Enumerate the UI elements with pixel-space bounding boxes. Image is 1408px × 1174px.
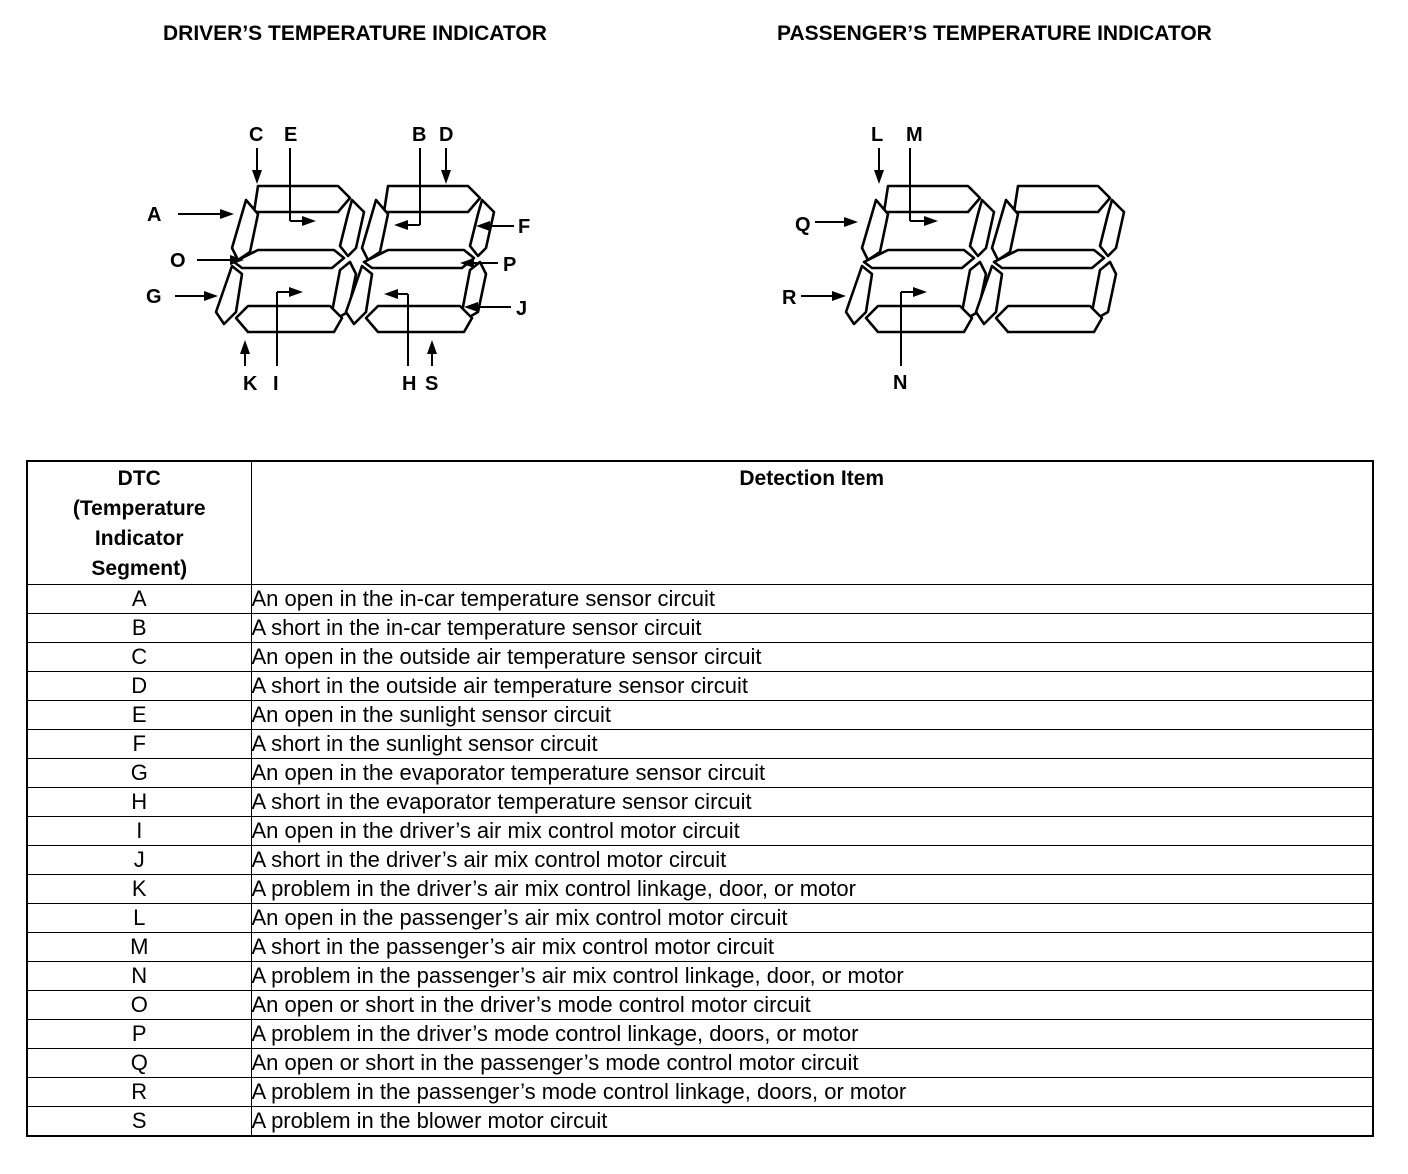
- detection-item: An open in the evaporator temperature sensor circuit: [251, 759, 1373, 788]
- label-g: G: [146, 286, 162, 308]
- detection-item: A short in the driver’s air mix control motor circuit: [251, 846, 1373, 875]
- label-i: I: [273, 373, 279, 395]
- table-header-row: [27, 461, 1373, 585]
- callout-r: [782, 287, 846, 309]
- table-row: [27, 672, 1373, 701]
- table-row: [27, 759, 1373, 788]
- table-row: [27, 875, 1373, 904]
- table-row: [27, 991, 1373, 1020]
- callout-q: [795, 214, 858, 236]
- table-row: [27, 1020, 1373, 1049]
- header-dtc-line: (Temperature: [72, 497, 206, 520]
- label-q: Q: [795, 214, 811, 236]
- table-row: [27, 1078, 1373, 1107]
- table-row: [27, 643, 1373, 672]
- detection-item: An open in the sunlight sensor circuit: [251, 701, 1373, 730]
- label-h: H: [402, 373, 417, 395]
- label-r: R: [782, 287, 797, 309]
- callout-i: [273, 287, 303, 395]
- label-k: K: [243, 373, 258, 395]
- callout-d: [439, 124, 453, 184]
- detection-item: A short in the sunlight sensor circuit: [251, 730, 1373, 759]
- dtc-code: F: [27, 730, 251, 759]
- passenger-indicator-title: PASSENGER’S TEMPERATURE INDICATOR: [777, 22, 1212, 45]
- dtc-code: M: [27, 933, 251, 962]
- dtc-code: K: [27, 875, 251, 904]
- dtc-code: A: [27, 585, 251, 614]
- table-row: [27, 701, 1373, 730]
- label-d: D: [439, 124, 454, 146]
- callout-l: [871, 124, 884, 184]
- dtc-table: [26, 460, 1374, 1137]
- table-row: [27, 904, 1373, 933]
- header-dtc-line: DTC: [117, 467, 161, 490]
- label-j: J: [516, 298, 528, 320]
- header-dtc-line: Segment): [91, 557, 188, 580]
- callout-g: [146, 286, 218, 308]
- detection-item: A short in the evaporator temperature sensor circuit: [251, 788, 1373, 817]
- label-e: E: [284, 124, 298, 146]
- detection-item: A problem in the driver’s mode control linkage, doors, or motor: [251, 1020, 1373, 1049]
- header-dtc: [27, 461, 251, 585]
- detection-item: A short in the in-car temperature sensor circuit: [251, 614, 1373, 643]
- callout-a: [147, 204, 234, 226]
- dtc-code: G: [27, 759, 251, 788]
- detection-item: A short in the passenger’s air mix control motor circuit: [251, 933, 1373, 962]
- detection-item: An open or short in the passenger’s mode control motor circuit: [251, 1049, 1373, 1078]
- table-row: [27, 1107, 1373, 1137]
- table-row: [27, 1049, 1373, 1078]
- dtc-code: L: [27, 904, 251, 933]
- dtc-code: B: [27, 614, 251, 643]
- dtc-code: N: [27, 962, 251, 991]
- detection-item: A short in the outside air temperature sensor circuit: [251, 672, 1373, 701]
- dtc-code: I: [27, 817, 251, 846]
- label-s: S: [425, 373, 439, 395]
- detection-item: An open in the passenger’s air mix control motor circuit: [251, 904, 1373, 933]
- table-row: [27, 846, 1373, 875]
- dtc-code: E: [27, 701, 251, 730]
- detection-item: A problem in the passenger’s air mix control linkage, door, or motor: [251, 962, 1373, 991]
- detection-item: An open or short in the driver’s mode control motor circuit: [251, 991, 1373, 1020]
- dtc-code: C: [27, 643, 251, 672]
- detection-item: A problem in the blower motor circuit: [251, 1107, 1373, 1137]
- dtc-code: D: [27, 672, 251, 701]
- dtc-code: O: [27, 991, 251, 1020]
- indicator-diagram: [0, 100, 1408, 400]
- header-dtc-line: Indicator: [94, 527, 184, 550]
- dtc-code: J: [27, 846, 251, 875]
- detection-item: An open in the outside air temperature sensor circuit: [251, 643, 1373, 672]
- callout-c: [249, 124, 263, 184]
- passenger-digit-right: [976, 186, 1124, 332]
- label-f: F: [518, 216, 531, 238]
- table-row: [27, 933, 1373, 962]
- label-a: A: [147, 204, 162, 226]
- label-p: P: [503, 254, 517, 276]
- callout-n: [893, 287, 927, 394]
- callout-k: [240, 340, 258, 395]
- dtc-code: R: [27, 1078, 251, 1107]
- dtc-code: S: [27, 1107, 251, 1137]
- detection-item: An open in the in-car temperature sensor circuit: [251, 585, 1373, 614]
- label-m: M: [906, 124, 923, 146]
- dtc-code: Q: [27, 1049, 251, 1078]
- table-row: [27, 962, 1373, 991]
- label-l: L: [871, 124, 884, 146]
- detection-item: An open in the driver’s air mix control motor circuit: [251, 817, 1373, 846]
- table-row: [27, 614, 1373, 643]
- table-row: [27, 730, 1373, 759]
- label-o: O: [170, 250, 186, 272]
- detection-item: A problem in the driver’s air mix control linkage, door, or motor: [251, 875, 1373, 904]
- label-n: N: [893, 372, 908, 394]
- table-row: [27, 585, 1373, 614]
- header-detection-item: Detection Item: [251, 461, 1373, 585]
- driver-indicator-title: DRIVER’S TEMPERATURE INDICATOR: [163, 22, 547, 45]
- label-b: B: [412, 124, 427, 146]
- callout-s: [425, 340, 438, 395]
- detection-item: A problem in the passenger’s mode control linkage, doors, or motor: [251, 1078, 1373, 1107]
- passenger-digit-left: [846, 186, 994, 332]
- dtc-code: P: [27, 1020, 251, 1049]
- table-row: [27, 817, 1373, 846]
- callout-b: [394, 124, 426, 230]
- table-row: [27, 788, 1373, 817]
- dtc-code: H: [27, 788, 251, 817]
- label-c: C: [249, 124, 264, 146]
